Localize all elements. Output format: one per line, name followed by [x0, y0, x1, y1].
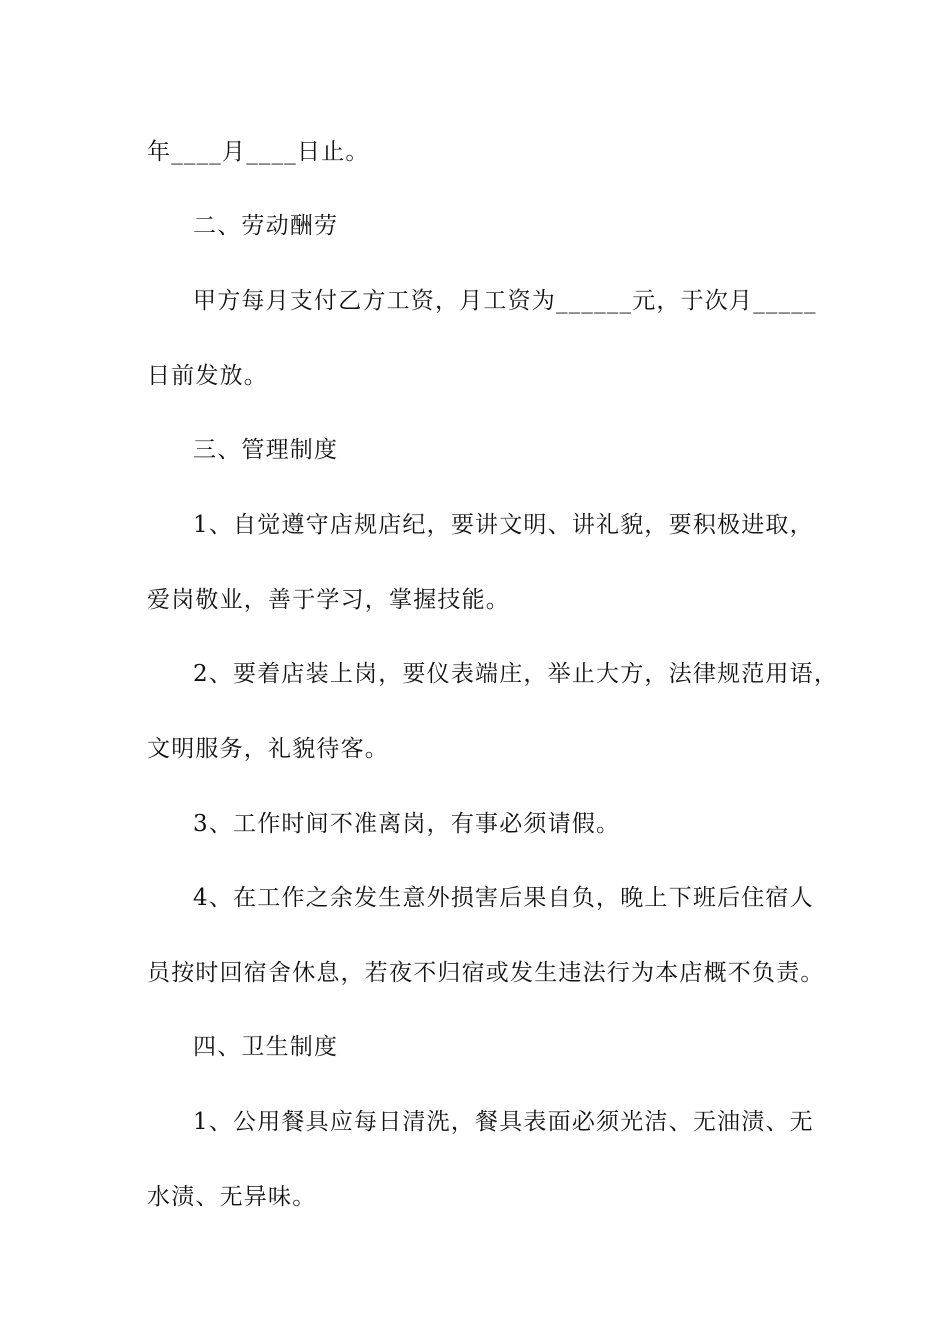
section-heading-remuneration: 二、劳动酬劳: [193, 213, 339, 239]
rule-3-line: 3、工作时间不准离岗，有事必须请假。: [193, 811, 621, 837]
hygiene-rule-1-line-continued: 水渍、无异味。: [147, 1184, 317, 1210]
text-line-date-end: 年____月____日止。: [147, 139, 370, 165]
rule-4-line-continued: 员按时回宿舍休息，若夜不归宿或发生违法行为本店概不负责。: [147, 960, 825, 986]
rule-4-line: 4、在工作之余发生意外损害后果自负，晚上下班后住宿人: [193, 885, 814, 911]
hygiene-rule-1-line: 1、公用餐具应每日清洗，餐具表面必须光洁、无油渍、无: [193, 1109, 814, 1135]
section-heading-management: 三、管理制度: [193, 437, 339, 463]
paragraph-line-salary: 甲方每月支付乙方工资，月工资为______元，于次月_____: [193, 288, 817, 314]
rule-2-line-continued: 文明服务，礼貌待客。: [147, 736, 389, 762]
paragraph-line-salary-continued: 日前发放。: [147, 363, 268, 389]
section-heading-hygiene: 四、卫生制度: [193, 1034, 339, 1060]
rule-2-line: 2、要着店装上岗，要仪表端庄，举止大方，法律规范用语，: [193, 661, 839, 687]
rule-1-line: 1、自觉遵守店规店纪，要讲文明、讲礼貌，要积极进取，: [193, 512, 814, 538]
rule-1-line-continued: 爱岗敬业，善于学习，掌握技能。: [147, 587, 510, 613]
